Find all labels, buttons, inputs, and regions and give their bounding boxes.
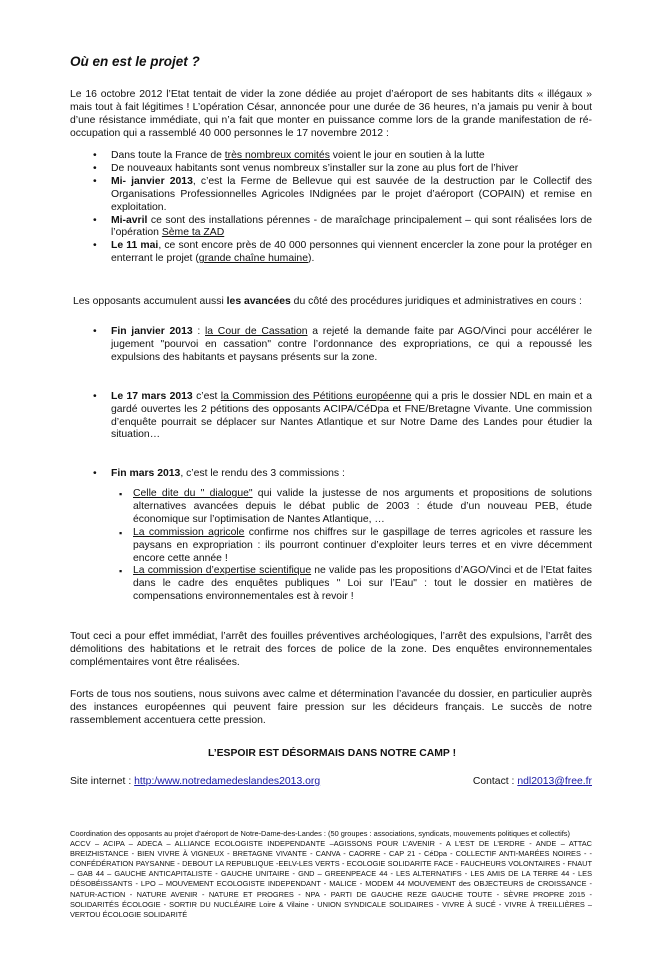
effect-paragraph: Tout ceci a pour effet immédiat, l’arrêt des fouilles préventives archéologiques, l’arrêt des expulsions, l’arrêt des démolitions des habitations et le retrait des forces de police de la zone. Des enquêtes environnementales complémentaires vont être réalisées. [70, 631, 592, 668]
list-item: • Mi-avril ce sont des installations pérennes - de maraîchage principalement – qui sont réalisées lors de l’opération Sème ta ZAD [93, 214, 592, 239]
footer-coordination [70, 829, 592, 920]
bullet-icon: • [93, 468, 97, 480]
footer-members: ACCV – ACIPA – ADECA – ALLIANCE ECOLOGISTE INDEPENDANTE –AGISSONS POUR L’AVENIR - A L’EST DE L’ERDRE - ANDE – ATTAC BREIZHISTANCE - BIEN VIVRE À VIGNEUX - BRETAGNE VIVANTE - CANVA - CAORRE - CAP 21 - CéDpa - COLLECTIF ANTI-MARÉES NOIRES - - CONFÉDÉRATION PAYSANNE - DEBOUT LA REPUBLIQUE -EELV-LES VERTS - ECOLOGIE SOLIDARITE FACE - FAUCHEURS VOLONTAIRES - FNAUT – GAB 44 – GAUCHE ANTICAPITALISTE - GAUCHE UNITAIRE - GND – GREENPEACE 44 - LES ALTERNATIFS - LES AMIS DE LA TERRE 44 - LES DÉSOBÉISSANTS - LPO – MOUVEMENT ECOLOGISTE INDEPENDANT - MALICE - MODEM 44 MOUVEMENT des OBJECTEURS de CROISSANCE - NATUR-ACTION - NATURE AVENIR - NATURE ET PROGRES - NPA - PARTI DE GAUCHE REZE GAUCHE TOUTE - SÈVRE PROPRE 2015 - SOLIDARITÉS ÉCOLOGIE - SORTIR DU NUCLÉAIRE Loire & Vilaine - UNION SYNDICALE SOLIDAIRES - VIVRE À SUCÉ - VIVRE À TREILLIÈRES – VERTOU ÉCOLOGIE SOLIDARITÉ [70, 839, 592, 919]
list-item: • Fin mars 2013, c’est le rendu des 3 commissions : [93, 468, 345, 480]
commission-petitions-link[interactable]: la Commission des Pétitions européenne [220, 390, 412, 402]
cour-cassation-link[interactable]: la Cour de Cassation [205, 326, 308, 337]
bullet-icon: • [93, 162, 97, 174]
bullet-icon: • [93, 326, 97, 337]
list-item: • Le 17 mars 2013 c’est la Commission des Pétitions européenne qui a pris le dossier NDL en main et a gardé ouvertes les 2 pétitions des opposants ACIPA/CéDpa et FNE/Bretagne Vivante. Une commission d’enquête pourrait se déplacer sur Nantes Atlantique et sur Notre Dame des Landes pour étudier la situation… [93, 390, 592, 441]
list-item: ▪ La commission d’expertise scientifique ne valide pas les propositions d’AGO/Vinci et de l’Etat faites dans le cadre des enquêtes publiques " Loi sur l’Eau" : tout le dossier en matières de compensations environnementales est à revoir ! [119, 565, 592, 603]
list-item: • Fin janvier 2013 : la Cour de Cassation a rejeté la demande faite par AGO/Vinci pour accélérer le jugement "pourvoi en cassation" contre l’ordonnance des expropriations, ce qui a repoussé les expulsions des habitants et paysans présents sur la zone. [93, 326, 592, 363]
contact-line: Contact : ndl2013@free.fr [472, 776, 592, 787]
commissions-list [119, 488, 592, 604]
bullet-icon: • [93, 150, 97, 161]
list-item: • Dans toute la France de très nombreux comités voient le jour en soutien à la lutte [93, 150, 485, 161]
square-bullet-icon: ▪ [119, 527, 123, 538]
list-item: • Mi- janvier 2013, c’est la Ferme de Bellevue qui est sauvée de la destruction par le Collectif des Organisations Professionnelles Agricoles INdignées par le projet d’aéroport (COPAIN) et remise en exploitation. [93, 175, 592, 213]
comites-link[interactable]: très nombreux comités [224, 150, 330, 161]
dialogue-link[interactable]: Celle dite du " dialogue" [133, 488, 253, 499]
list-item: ▪ La commission agricole confirme nos chiffres sur le gaspillage de terres agricoles et rassure les paysans en expropriation : ils pourront continuer d’exploiter leurs terres et en vivre décemment encore cette année ! [119, 526, 592, 564]
intro-paragraph: Le 16 octobre 2012 l’Etat tentait de vider la zone dédiée au projet d’aéroport de ses habitants dits « illégaux » mais tout à fait légitimes ! L’opération César, annoncée pour une durée de 36 heures, n’a jamais pu venir à bout d’une résistance immédiate, qui n’a fait que monter en puissance comme lors de la grande manifestation de ré-occupation qui a rassemblé 40 000 personnes le 17 novembre 2012 : [70, 89, 592, 139]
bullet-icon: • [93, 214, 97, 226]
commission-agricole-link[interactable]: La commission agricole [133, 526, 245, 538]
page-title: Où en est le projet ? [70, 54, 200, 69]
square-bullet-icon: ▪ [119, 566, 123, 577]
seme-ta-zad-link[interactable]: Sème ta ZAD [161, 227, 225, 239]
list-item: • De nouveaux habitants sont venus nombreux s’installer sur la zone au plus fort de l’hiver [93, 162, 519, 174]
chaine-humaine-link[interactable]: grande chaîne humaine [198, 253, 308, 265]
site-link[interactable]: http:/www.notredamedeslandes2013.org [134, 776, 321, 787]
site-line: Site internet : http:/www.notredamedeslandes2013.org [70, 776, 321, 787]
bullet-icon: • [93, 175, 97, 187]
events-list [93, 150, 592, 266]
bullet-icon: • [93, 390, 97, 402]
list-item: ▪ Celle dite du " dialogue" qui valide la justesse de nos arguments et propositions de solutions alternatives avancées depuis le débat public de 2003 : étude d’un nouveau PEB, étude économique sur l’optimisation de Nantes Atlantique, … [119, 488, 592, 525]
support-paragraph: Forts de tous nos soutiens, nous suivons avec calme et détermination l’avancée du dossier, en particulier auprès des instances européennes qui peuvent faire pression sur les décideurs français. Le succès de notre rassemblement accentuera cette pression. [70, 689, 592, 726]
bullet-icon: • [93, 240, 97, 252]
square-bullet-icon: ▪ [119, 489, 123, 499]
legal-list [93, 326, 592, 481]
list-item: • Le 11 mai, ce sont encore près de 40 000 personnes qui viennent encercler la zone pour la protéger en enterrant le projet (grande chaîne humaine). [93, 240, 592, 265]
footer-heading: Coordination des opposants au projet d’aéroport de Notre-Dame-des-Landes : (50 groupes : associations, syndicats, mouvements politiques et collectifs) [70, 829, 570, 838]
slogan: L’ESPOIR EST DÉSORMAIS DANS NOTRE CAMP ! [207, 748, 457, 759]
advances-paragraph: Les opposants accumulent aussi les avancées du côté des procédures juridiques et administratives en cours : [73, 296, 582, 307]
commission-expertise-link[interactable]: La commission d’expertise scientifique [133, 565, 312, 577]
contact-email-link[interactable]: ndl2013@free.fr [517, 776, 592, 787]
